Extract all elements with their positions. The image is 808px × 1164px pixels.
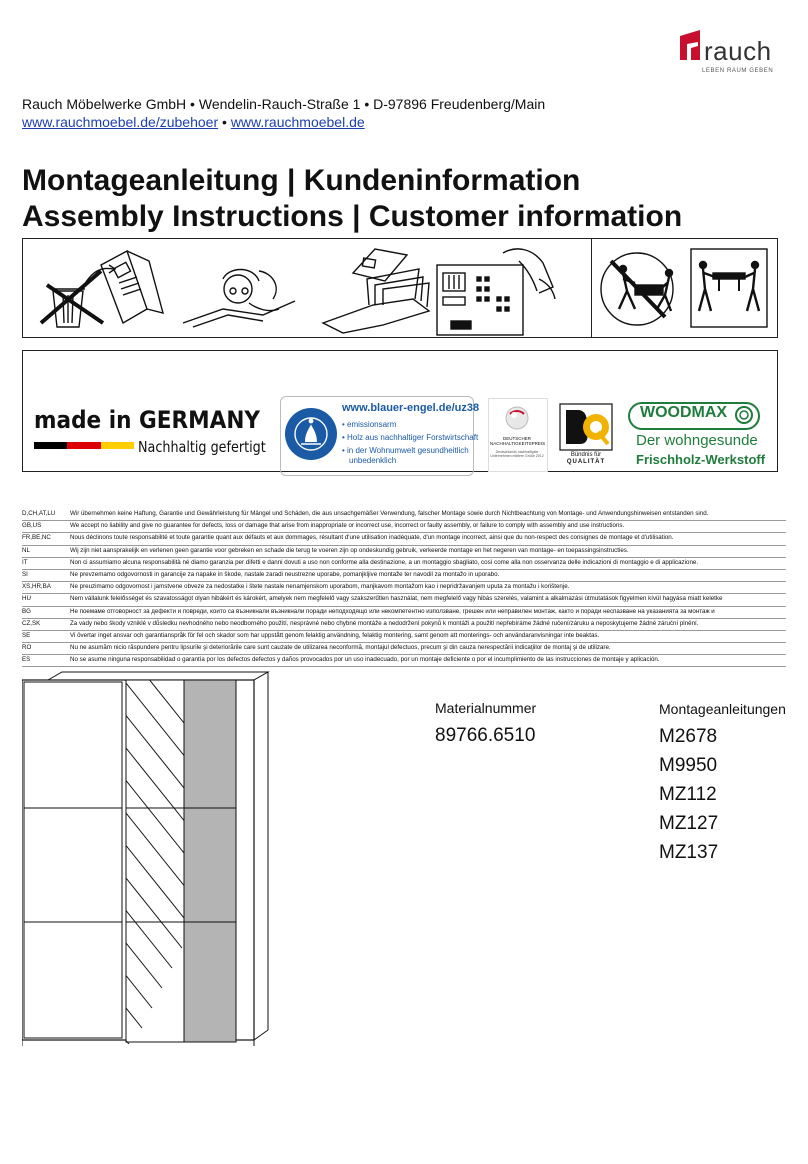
pictogram-drawings [23,239,777,337]
rauch-logo [672,28,788,78]
accessories-link[interactable]: www.rauchmoebel.de/zubehoer [22,114,219,130]
pictogram-divider [591,239,592,337]
disclaimer-text: We accept no liability and give no guarantee for defects, loss or damage that arise from inappropriate or incorrect use, incorrect or faulty assembly, or failure to comply with assembly and use instructions. [70,522,625,530]
rauch-logo-mark-icon [678,30,704,60]
disclaimer-text: Non ci assumiamo alcuna responsabilità né diamo garanzia per difetti e danni dovuti a uso non conforme alla destinazione, a un montaggio sbagliato, così come alla non osservanza delle indicazioni di montaggio e di applicazione. [70,558,699,566]
disclaimer-language-code: SE [22,631,31,639]
disclaimer-row [22,643,786,655]
award-title: DEUTSCHER NACHHALTIGKEITSPREIS [490,436,546,446]
blauer-engel-bullet: • Holz aus nachhaltiger Forstwirtschaft [342,433,479,442]
disclaimer-text: Vi övertar inget ansvar och garantianspråk för fel och skador som har uppstått genom felaktig användning, felaktig montering, samt genom att monterings- och användaranvisningar inte beaktas. [70,631,600,639]
disclaimer-row [22,582,786,594]
disclaimer-language-code: CZ,SK [22,619,41,627]
material-number-label: Materialnummer [435,700,537,716]
no-dragging-icon [601,253,673,325]
disclaimer-language-code: HU [22,595,31,603]
catalog-icon [101,251,163,323]
disclaimer-language-code: SI [22,570,28,578]
made-in-germany-text: made in GERMANY [34,406,261,434]
disclaimer-row [22,558,786,570]
page-title-german: Montageanleitung | Kundeninformation [22,164,581,197]
disclaimer-row [22,533,786,545]
flag-gold [101,442,134,449]
link-separator: • [218,114,231,130]
award-sphere-icon [504,404,530,432]
homepage-link[interactable]: www.rauchmoebel.de [230,114,365,130]
blauer-engel-bullet: • emissionsarm [342,420,397,429]
folder-storage-icon [323,249,429,333]
disclaimer-language-code: RO [22,644,32,652]
disclaimer-text: Za vady nebo škody vzniklé v důsledku nevhodného nebo neodborného použití, nesprávné nebo chybné montáže a nedodržení pokynů k montáži a použití nepřebíráme žádné ručení/záruku a neposkytujeme žádné záruční plnění. [70,619,699,627]
disclaimer-language-code: FR,BE,NC [22,534,51,542]
disclaimer-text: Ne prevzemamo odgovornosti in garancije za napake in škode, nastale zaradi neustrezne uporabe, pomanjkljive montaže ter navodil za montažo in uporabo. [70,570,500,578]
flag-red [67,442,100,449]
made-in-germany-subtitle: Nachhaltig gefertigt [138,438,266,456]
disclaimer-row [22,521,786,533]
disclaimer-row [22,546,786,558]
instruction-code: MZ112 [659,784,717,805]
disclaimer-row [22,594,786,606]
blauer-engel-seal-icon [284,400,338,470]
disclaimer-text: No se asume ninguna responsabilidad o garantía por los defectos defectos y daños provocados por un uso inadecuado, por un montaje deficiente o por el incumplimiento de las instrucciones de montaje y aplicación. [70,656,660,664]
instructions-label: Montageanleitungen [659,701,786,717]
blauer-engel-bullet: • in der Wohnumwelt gesundheitlich [342,446,469,455]
woodmax-line1: Der wohngesunde [636,432,758,449]
wardrobe-illustration [22,668,272,1068]
flag-black [34,442,67,449]
germany-flag-stripe [34,442,134,449]
disclaimer-row [22,631,786,643]
disclaimer-language-code: GB,US [22,522,42,530]
disclaimer-row [22,509,786,521]
rauch-logo-tagline: LEBEN RAUM GEBEN [702,68,774,74]
blauer-engel-bullet-text: emissionsarm [347,420,397,429]
blauer-engel-bullet-continued: unbedenklich [349,456,397,465]
instruction-code: M2678 [659,726,718,747]
page-title-english: Assembly Instructions | Customer information [22,200,683,233]
blauer-engel-url: www.blauer-engel.de/uz38 [342,402,480,414]
woodmax-ring-icon [734,405,754,425]
disclaimer-text: Nu ne asumăm nicio răspundere pentru lipsurile şi deteriorările care sunt cauzate de utilizarea neconformă, montajul defectuos, precum şi din cauza nerespectării indicaţiilor de montaj şi de utilizare. [70,644,611,652]
disclaimer-text: Ne preuzimamo odgovornost i jamstvene obveze za nedostatke i štete nastale nenamjenskom uporabom, manjkavom montažom kao i nepridržavanjem uputa za montažu i korištenje. [70,583,570,591]
company-links [22,114,365,130]
disclaimer-text: Wij zijn niet aansprakelijk en verlenen geen garantie voor gebreken en schade die terug te voeren zijn op ondeskundig gebruik, verkeerde montage en het negeren van montage- en toepassingsinstructies. [70,546,629,554]
rauch-logo-word: rauch [704,36,772,66]
disclaimer-row [22,655,786,667]
lift-together-icon [691,249,767,327]
woodmax-name: WOODMAX [640,404,728,421]
bq-line1: Bündnis für [570,452,602,458]
disclaimer-row [22,570,786,582]
person-reading-icon [183,270,295,328]
disclaimer-language-code: NL [22,546,30,554]
bq-line2: QUALITÄT [566,459,606,465]
disclaimer-table [22,509,786,667]
award-subtitle: Deutschlands nachhaltigste Unternehmen mittlere Größe 2012 [490,450,544,458]
disclaimer-text: Nem vállalunk felelősséget és szavatosságot olyan hibákért és károkért, amelyek nem megfelelő vagy szakszerűtlen használat, nem megfelelő vagy hibás szerelés, valamint a alkalmazási útmutatások figyelmen kívül hagyása miatt keletke [70,595,723,603]
blauer-engel-bullet-text: Holz aus nachhaltiger Forstwirtschaft [347,433,479,442]
disclaimer-language-code: XS,HR,BA [22,583,51,591]
pictogram-strip [22,238,778,338]
disclaimer-row [22,619,786,631]
instruction-code: MZ137 [659,842,719,863]
disclaimer-text: Wir übernehmen keine Haftung, Garantie und Gewährleistung für Mängel und Schäden, die aus unsachgemäßer Verwendung, falscher Montage sowie durch Nichtbeachtung von Montage- und Anwendungshinweisen entstanden sind. [70,510,709,517]
disclaimer-language-code: D,CH,AT,LU [22,510,56,517]
disclaimer-language-code: BG [22,607,31,615]
woodmax-line2: Frischholz-Werkstoff [636,452,766,467]
control-panel-icon [437,249,555,335]
disclaimer-language-code: ES [22,656,31,664]
company-address: Rauch Möbelwerke GmbH • Wendelin-Rauch-Straße 1 • D-97896 Freudenberg/Main [22,96,546,112]
disclaimer-row [22,607,786,619]
blauer-engel-bullet-text: in der Wohnumwelt gesundheitlich [347,446,469,455]
disclaimer-language-code: IT [22,558,28,566]
disclaimer-text: Nous déclinons toute responsabilité et toute garantie quant aux défauts et aux dommages, résultant d'une utilisation inadéquate, d'un montage incorrect, ainsi que du non-respect des consignes de montage et d'utilisation. [70,534,674,542]
instruction-code: M9950 [659,755,718,776]
instruction-code: MZ127 [659,813,719,834]
disclaimer-text: Не поемаме отговорност за дефекти и повреди, които са възникнали възникнали поради неподходящо или некомпетентно използване, грешен или неправилен монтаж, както и поради неспазване на указанията за монтаж и [70,607,715,615]
material-number-value: 89766.6510 [435,725,536,746]
